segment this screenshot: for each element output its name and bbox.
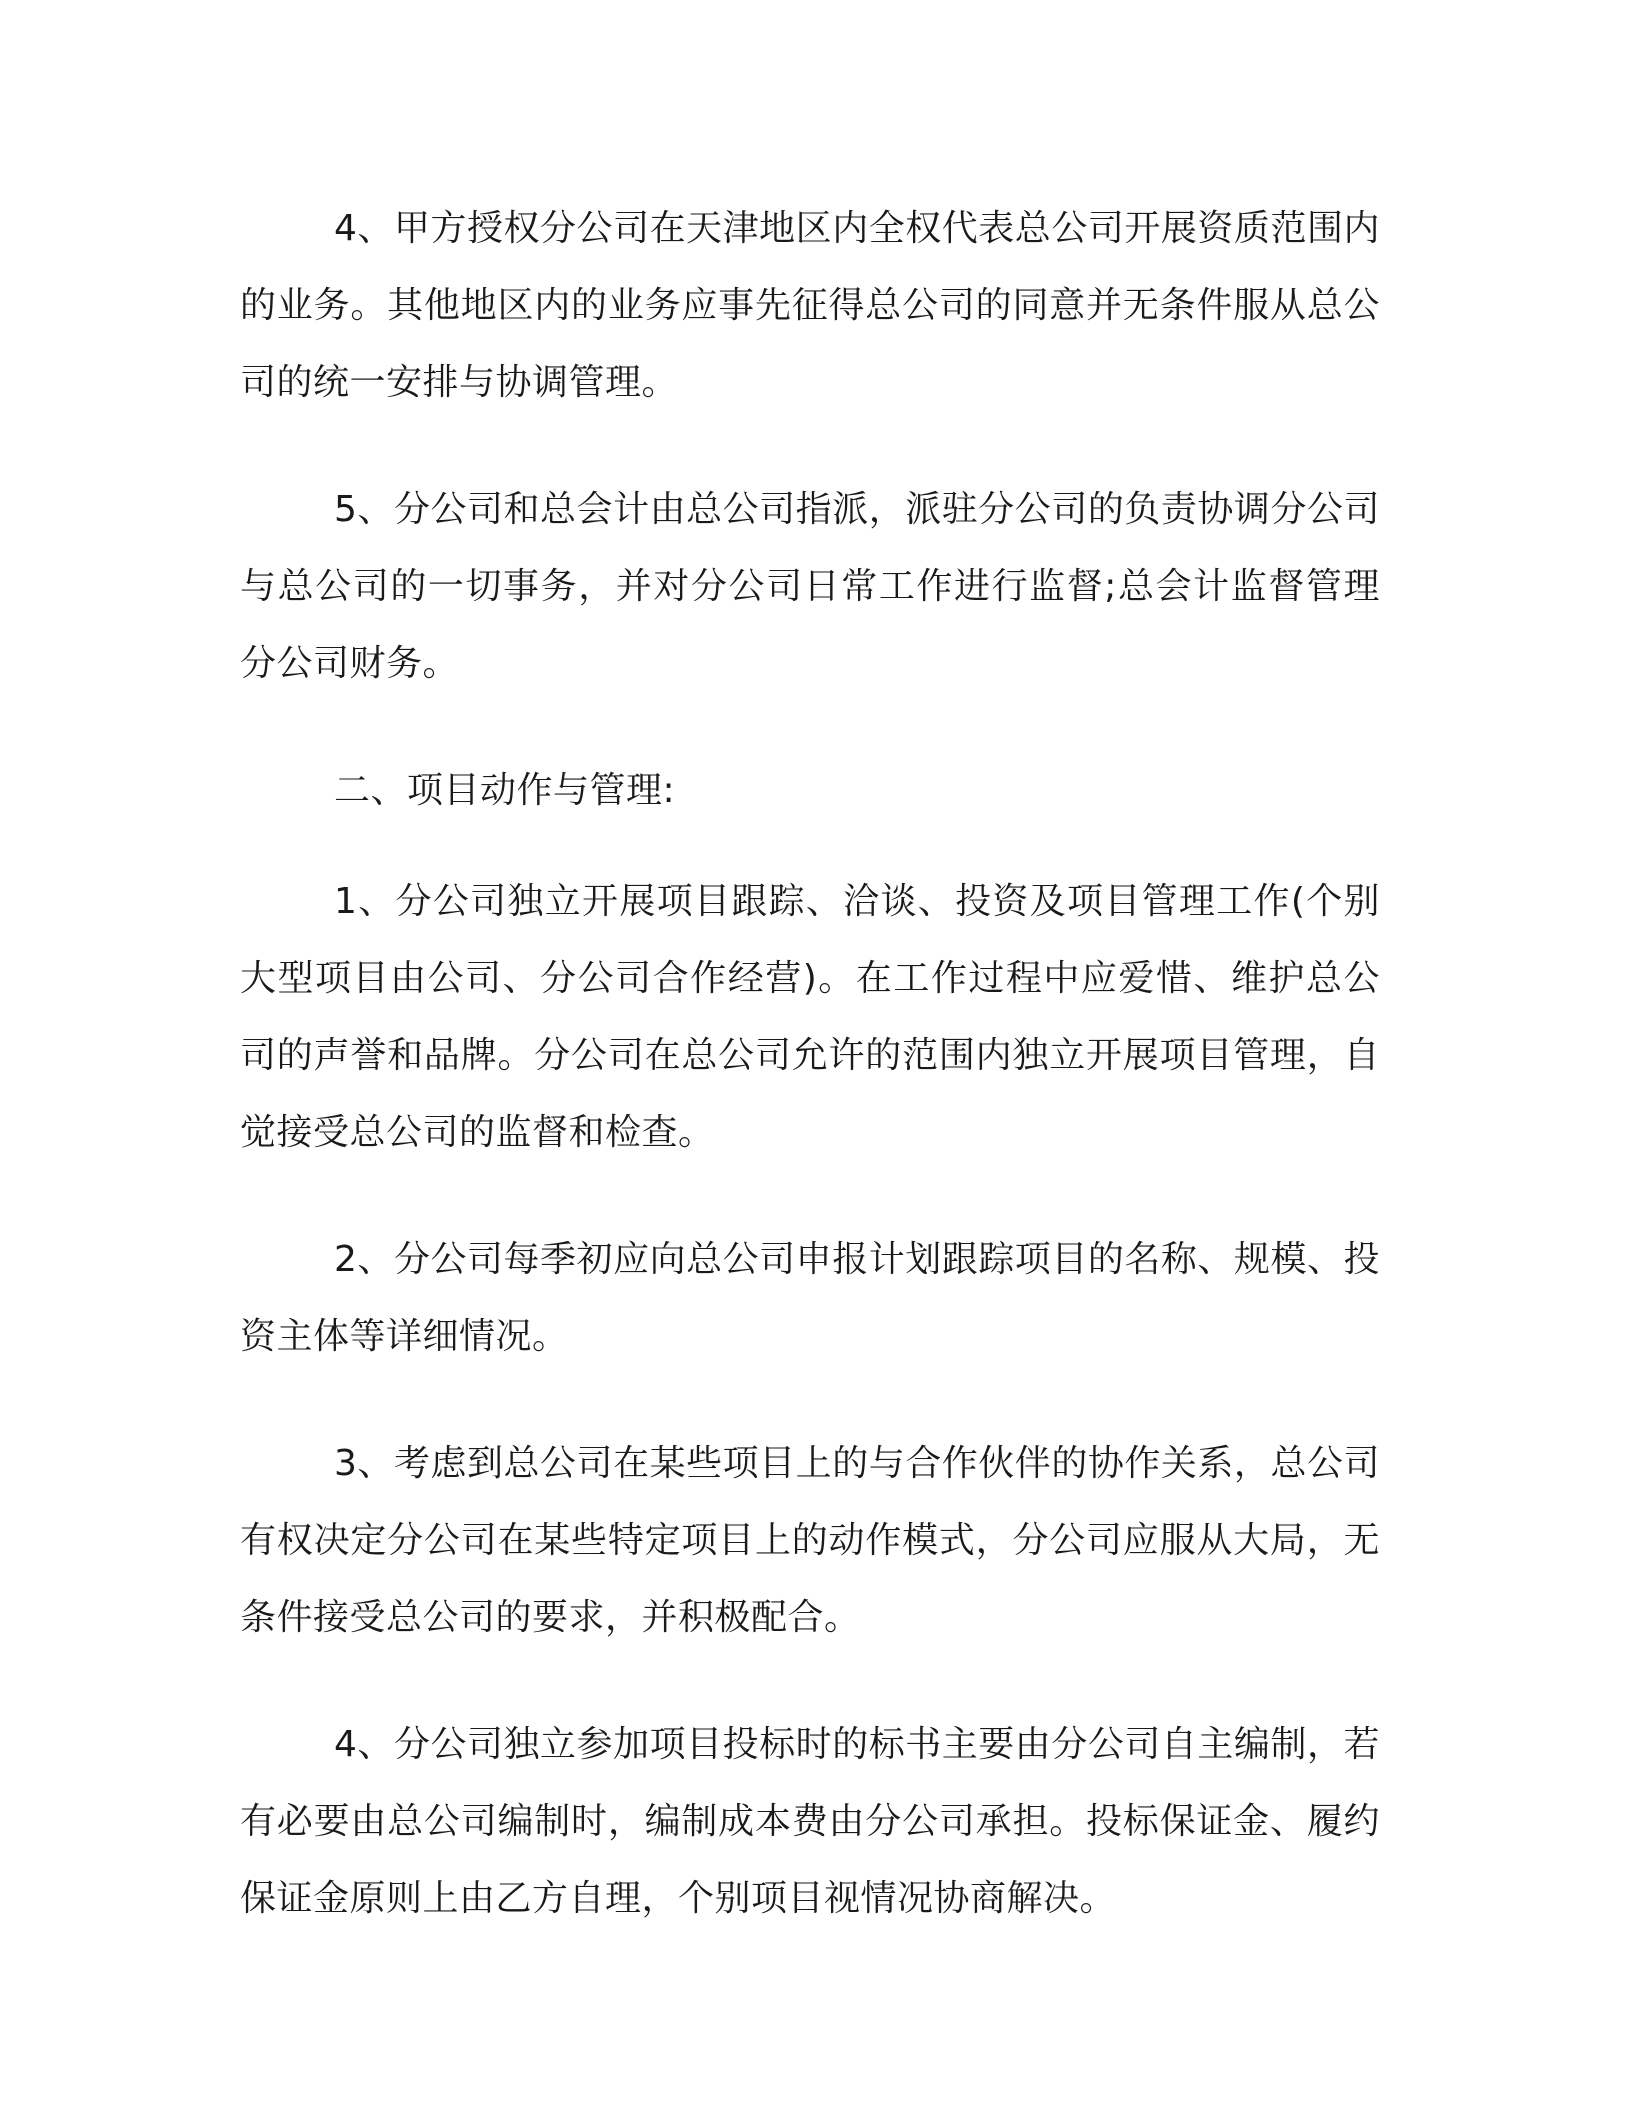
paragraph-project-clause-3: 3、考虑到总公司在某些项目上的与合作伙伴的协作关系，总公司有权决定分公司在某些特定项目上的动作模式，分公司应服从大局，无条件接受总公司的要求，并积极配合。 <box>240 1443 1380 1638</box>
paragraph-project-clause-2: 2、分公司每季初应向总公司申报计划跟踪项目的名称、规模、投资主体等详细情况。 <box>240 1239 1380 1357</box>
paragraph-project-clause-4: 4、分公司独立参加项目投标时的标书主要由分公司自主编制，若有必要由总公司编制时，编制成本费由分公司承担。投标保证金、履约保证金原则上由乙方自理，个别项目视情况协商解决。 <box>240 1724 1380 1919</box>
paragraph-project-clause-1: 1、分公司独立开展项目跟踪、洽谈、投资及项目管理工作(个别大型项目由公司、分公司合作经营)。在工作过程中应爱惜、维护总公司的声誉和品牌。分公司在总公司允许的范围内独立开展项目管理，自觉接受总公司的监督和检查。 <box>240 881 1380 1153</box>
paragraph-clause-4-authorization: 4、甲方授权分公司在天津地区内全权代表总公司开展资质范围内的业务。其他地区内的业务应事先征得总公司的同意并无条件服从总公司的统一安排与协调管理。 <box>240 208 1380 403</box>
paragraph-clause-5-accounting: 5、分公司和总会计由总公司指派，派驻分公司的负责协调分公司与总公司的一切事务，并对分公司日常工作进行监督;总会计监督管理分公司财务。 <box>240 489 1380 684</box>
document-body <box>240 190 1380 1987</box>
section-heading-project-management: 二、项目动作与管理: <box>334 770 676 811</box>
